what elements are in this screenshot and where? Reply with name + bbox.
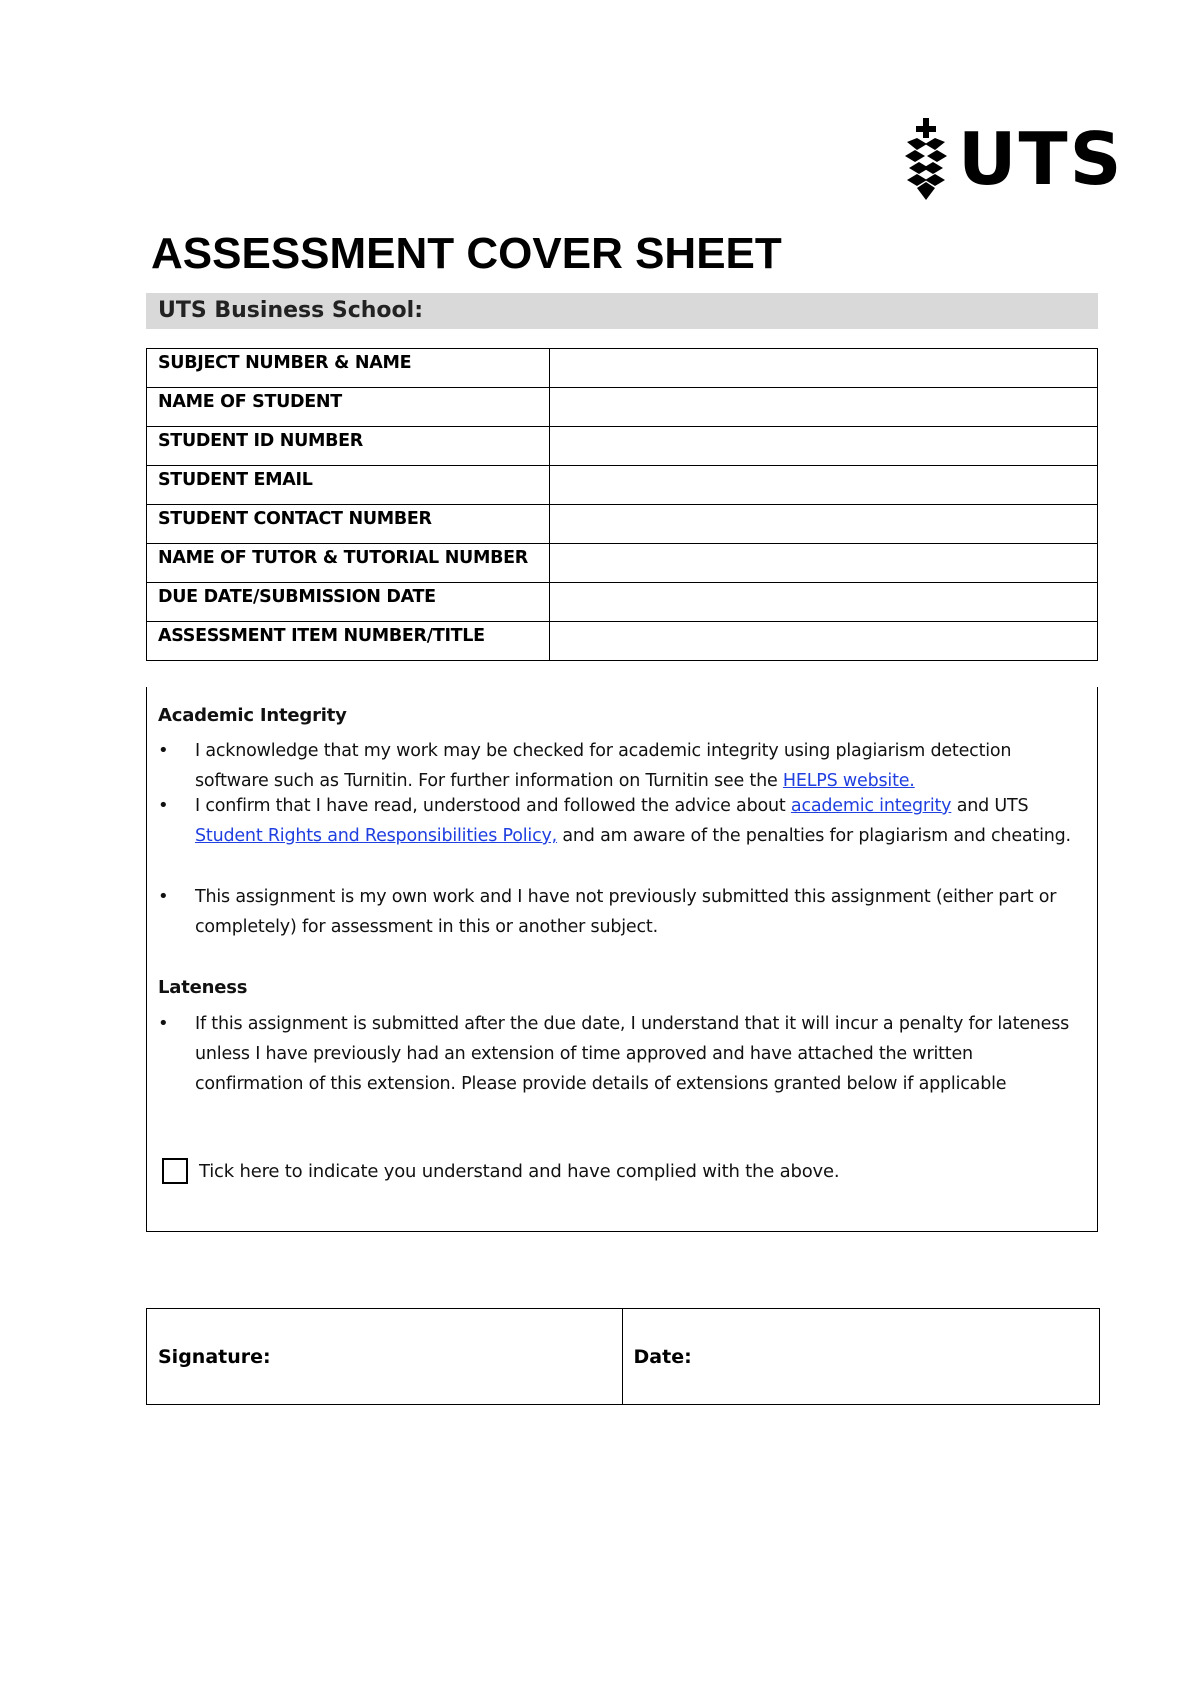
table-row <box>147 427 1098 466</box>
uts-crest-icon <box>903 118 949 200</box>
signature-label: Signature: <box>158 1345 271 1368</box>
student-name-field[interactable] <box>549 388 1097 427</box>
helps-website-link[interactable]: HELPS website. <box>782 771 915 791</box>
contact-number-field[interactable] <box>549 505 1097 544</box>
academic-integrity-heading: Academic Integrity <box>158 705 347 726</box>
field-label: NAME OF STUDENT <box>147 388 550 427</box>
student-email-field[interactable] <box>549 466 1097 505</box>
academic-integrity-link[interactable]: academic integrity <box>790 796 952 816</box>
assessment-title-field[interactable] <box>549 622 1097 661</box>
signature-field[interactable] <box>147 1309 623 1405</box>
subject-field[interactable] <box>549 349 1097 388</box>
integrity-bullet-2: I confirm that I have read, understood and followed the advice about academic integrity and UTS Student Rights and Responsibilities Policy, and am aware of the penalties for plagiarism and cheating. <box>195 796 1071 846</box>
table-row <box>147 388 1098 427</box>
student-rights-policy-link[interactable]: Student Rights and Responsibilities Policy, <box>195 826 558 846</box>
table-row <box>147 583 1098 622</box>
field-label: ASSESSMENT ITEM NUMBER/TITLE <box>147 622 550 661</box>
lateness-heading: Lateness <box>158 977 248 998</box>
declaration-box <box>146 687 1098 1232</box>
field-label: STUDENT EMAIL <box>147 466 550 505</box>
date-label: Date: <box>633 1345 692 1368</box>
integrity-bullet-1: I acknowledge that my work may be checked for academic integrity using plagiarism detection software such as Turnitin. For further information on Turnitin see the HELPS website. <box>195 741 1012 791</box>
bullet-icon: • <box>158 886 169 907</box>
due-date-field[interactable] <box>549 583 1097 622</box>
integrity-bullet-3: This assignment is my own work and I have not previously submitted this assignment (either part or completely) for assessment in this or another subject. <box>195 887 1057 937</box>
table-row <box>147 466 1098 505</box>
school-heading: UTS Business School: <box>146 293 1098 329</box>
lateness-bullet: If this assignment is submitted after the due date, I understand that it will incur a penalty for lateness unless I have previously had an extension of time approved and have attached the written confirmation of this extension. Please provide details of extensions granted below if applicable <box>195 1014 1070 1094</box>
field-label: STUDENT CONTACT NUMBER <box>147 505 550 544</box>
tutor-field[interactable] <box>549 544 1097 583</box>
field-label: DUE DATE/SUBMISSION DATE <box>147 583 550 622</box>
bullet-icon: • <box>158 795 169 816</box>
signature-table <box>146 1308 1100 1405</box>
uts-logo <box>903 117 1124 201</box>
table-row <box>147 622 1098 661</box>
compliance-checkbox-label: Tick here to indicate you understand and have complied with the above. <box>199 1161 840 1182</box>
table-row <box>147 544 1098 583</box>
bullet-icon: • <box>158 1013 169 1034</box>
compliance-checkbox[interactable] <box>162 1158 188 1184</box>
field-label: SUBJECT NUMBER & NAME <box>147 349 550 388</box>
date-field[interactable] <box>622 1309 1099 1405</box>
student-id-field[interactable] <box>549 427 1097 466</box>
field-label: NAME OF TUTOR & TUTORIAL NUMBER <box>147 544 550 583</box>
table-row <box>147 349 1098 388</box>
page-title: ASSESSMENT COVER SHEET <box>151 229 782 278</box>
field-label: STUDENT ID NUMBER <box>147 427 550 466</box>
bullet-icon: • <box>158 740 169 761</box>
table-row <box>147 505 1098 544</box>
student-details-table <box>146 348 1098 661</box>
uts-wordmark: UTS <box>958 117 1124 201</box>
table-row <box>147 1309 1100 1405</box>
